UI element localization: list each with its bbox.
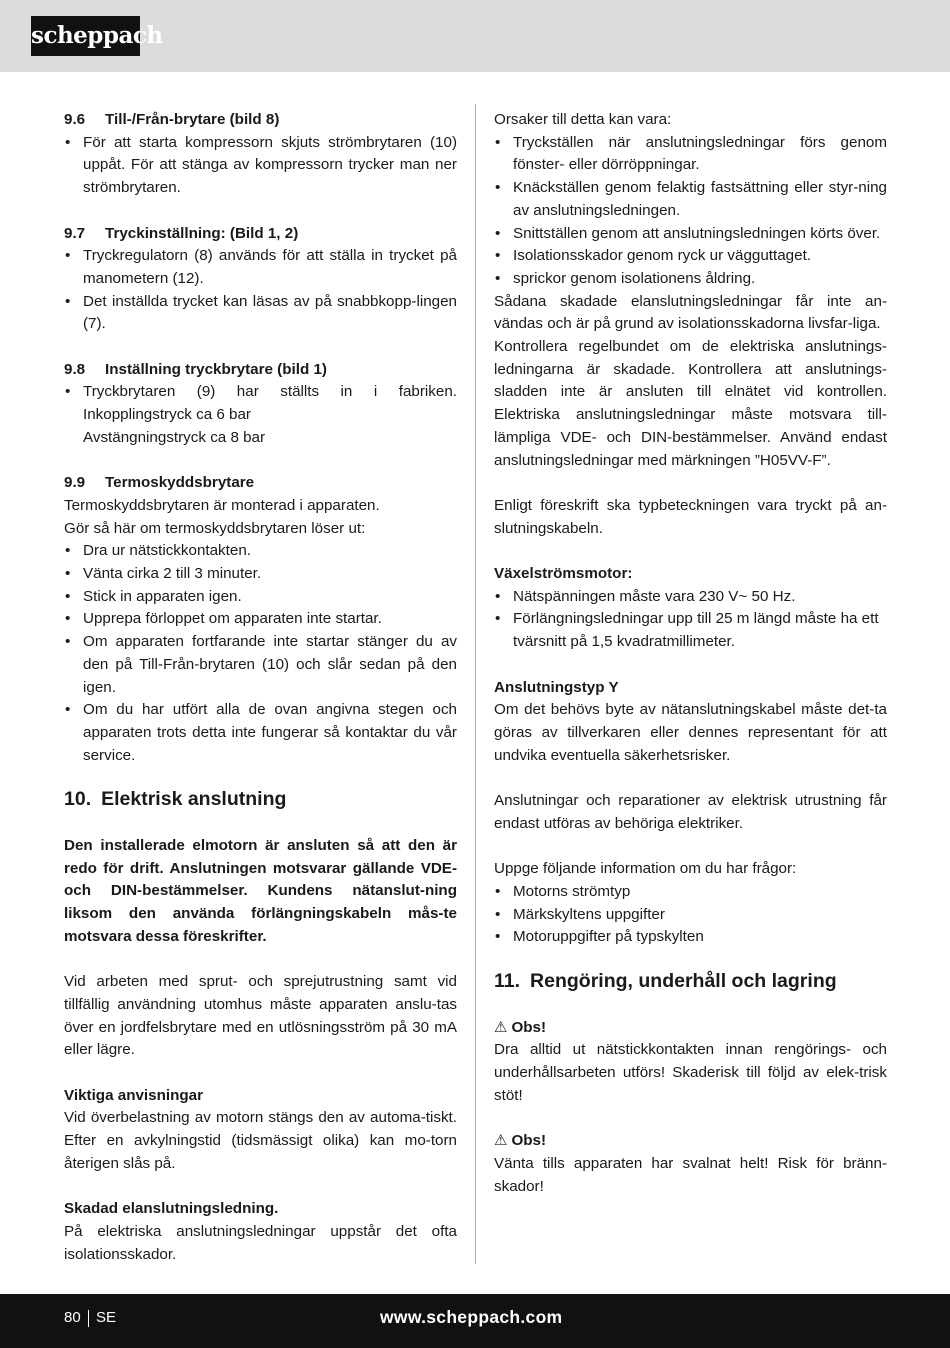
list-item: • Tryckställen när anslutningsledningar förs genom fönster- eller dörröppningar.: [495, 133, 887, 174]
list-item: • sprickor genom isolationens åldring.: [495, 269, 756, 287]
list-item: • Isolationsskador genom ryck ur vägguttaget.: [495, 247, 812, 265]
list-item: • Dra ur nätstickkontakten.: [65, 542, 251, 560]
footer-website-link[interactable]: www.scheppach.com: [380, 1307, 563, 1327]
list-item: • Märkskyltens uppgifter: [495, 905, 665, 923]
column-divider: [475, 104, 476, 1264]
section-10-bold-paragraph: Den installerade elmotorn är ansluten så att den är redo för drift. Anslutningen motsvarar gällande VDE- och DIN-bestämmelser. Kundens nätanslut-ning liksom den använda förlängningskabeln mås-te motsvara dessa föreskrifter.: [64, 837, 457, 945]
list-item: • Nätspänningen måste vara 230 V~ 50 Hz.: [495, 587, 796, 605]
section-10-paragraph: Vid arbeten med sprut- och sprejutrustning samt vid tillfällig användning utomhus måste apparaten anslu-tas över en jordfelsbrytare med en utlösningsström på 30 mA eller lägre.: [64, 973, 457, 1059]
obs-text-2: Vänta tills apparaten har svalnat helt! Risk för bränn-skador!: [494, 1154, 887, 1195]
footer-separator: [88, 1310, 89, 1327]
list-item: • Om apparaten fortfarande inte startar stänger du av den på Till-Från-brytaren (10) och slår sedan på den igen.: [65, 633, 457, 696]
enligt-paragraph: Enligt föreskrift ska typbeteckningen vara tryckt på an-slutningskabeln.: [494, 496, 887, 537]
section-9-6-list: [64, 132, 457, 200]
left-column: [64, 109, 457, 1266]
list-item: • Om du har utfört alla de ovan angivna stegen och apparaten trots detta inte fungerar så kontaktar du vår service.: [65, 701, 457, 764]
warning-icon: ⚠: [494, 1132, 508, 1150]
viktiga-anvisningar-text: Vid överbelastning av motorn stängs den av automa-tiskt. Efter en avkylningstid (tidsmässigt olika) kan mo-torn återigen slås på.: [64, 1109, 457, 1172]
vaxelstromsmotor-title: Växelströmsmotor:: [494, 565, 633, 583]
kontrollera-paragraph: Kontrollera regelbundet om de elektriska anslutnings-ledningarna är skadade. Kontrollera att anslutnings-sladden inte är ansluten till elnätet vid kontrollen. Elektriska anslutningsledningar måste motsvara till-lämpliga VDE- och DIN-bestämmelser. Använd endast anslutningsledningar med märkningen ”H05VV-F”.: [494, 338, 887, 469]
anslutningar-paragraph: Anslutningar och reparationer av elektrisk utrustning får endast utföras av behöriga elektriker.: [494, 792, 887, 832]
list-item: • Upprepa förloppet om apparaten inte startar.: [65, 610, 382, 628]
section-10-heading: 10. Elektrisk anslutning: [64, 788, 287, 811]
obs-warning-1: ⚠ Obs!: [494, 1017, 887, 1040]
section-9-8-heading: 9.8 Inställning tryckbrytare (bild 1): [64, 360, 327, 378]
orsaker-list: [494, 132, 887, 291]
section-9-9-heading: 9.9 Termoskyddsbrytare: [64, 474, 255, 492]
list-item: • Motorns strömtyp: [495, 882, 631, 900]
sadana-paragraph: Sådana skadade elanslutningsledningar får inte an-vändas och är på grund av isolationsskadorna livsfar-liga.: [494, 292, 887, 333]
right-column: [494, 109, 887, 1198]
orsaker-intro: Orsaker till detta kan vara:: [494, 111, 672, 128]
section-9-7-list: [64, 245, 457, 336]
list-item: • Vänta cirka 2 till 3 minuter.: [65, 565, 262, 583]
section-9-8-list: [64, 381, 457, 449]
page-number: 80: [64, 1309, 81, 1326]
list-item: • Förlängningsledningar upp till 25 m längd måste ha ett tvärsnitt på 1,5 kvadratmillimeter.: [495, 610, 879, 651]
list-item: • Stick in apparaten igen.: [65, 587, 242, 605]
vaxelstromsmotor-list: [494, 586, 887, 654]
list-item: • Snittställen genom att anslutningsledningen körts över.: [495, 224, 881, 242]
skadad-ledning-title: Skadad elanslutningsledning.: [64, 1200, 279, 1218]
list-item: • Det inställda trycket kan läsas av på snabbkopp-lingen (7).: [65, 292, 457, 333]
viktiga-anvisningar-title: Viktiga anvisningar: [64, 1086, 203, 1104]
section-9-7-heading: 9.7 Tryckinställning: (Bild 1, 2): [64, 224, 299, 242]
section-11-heading: 11. Rengöring, underhåll och lagring: [494, 969, 837, 992]
uppge-intro: Uppge följande information om du har frågor:: [494, 860, 797, 878]
anslutningstyp-text: Om det behövs byte av nätanslutningskabel måste det-ta göras av tillverkaren eller dennes representant för att undvika eventuella säkerhetsrisker.: [494, 701, 887, 764]
list-item: • Knäckställen genom felaktig fastsättning eller styr-ning av anslutningsledningen.: [495, 179, 887, 219]
list-item: • För att starta kompressorn skjuts strömbrytaren (10) uppåt. För att stänga av kompressorn trycker man ner strömbrytaren.: [65, 133, 457, 197]
language-code: SE: [96, 1309, 117, 1326]
section-9-9-intro-2: Gör så här om termoskyddsbrytaren löser ut:: [64, 519, 366, 537]
section-9-6-heading: 9.6 Till-/Från-brytare (bild 8): [64, 111, 280, 128]
obs-warning-2: ⚠ Obs!: [494, 1130, 887, 1153]
list-item: • Tryckregulatorn (8) används för att ställa in trycket på manometern (12).: [65, 247, 457, 287]
obs-text-1: Dra alltid ut nätstickkontakten innan rengörings- och underhållsarbeten utförs! Skaderisk till följd av elek-trisk stöt!: [494, 1041, 887, 1104]
list-item: • Motoruppgifter på typskylten: [495, 928, 704, 946]
anslutningstyp-title: Anslutningstyp Y: [494, 678, 619, 696]
list-item: • Tryckbrytaren (9) har ställts in i fabriken. Inkopplingstryck ca 6 bar Avstängningstryck ca 8 bar: [65, 383, 457, 446]
section-9-9-list: [64, 540, 457, 767]
section-9-9-intro-1: Termoskyddsbrytaren är monterad i apparaten.: [64, 496, 380, 514]
warning-icon: ⚠: [494, 1018, 508, 1036]
uppge-list: [494, 881, 887, 949]
skadad-ledning-text: På elektriska anslutningsledningar uppstår det ofta isolationsskador.: [64, 1222, 457, 1263]
scheppach-logo: scheppach: [31, 16, 140, 56]
